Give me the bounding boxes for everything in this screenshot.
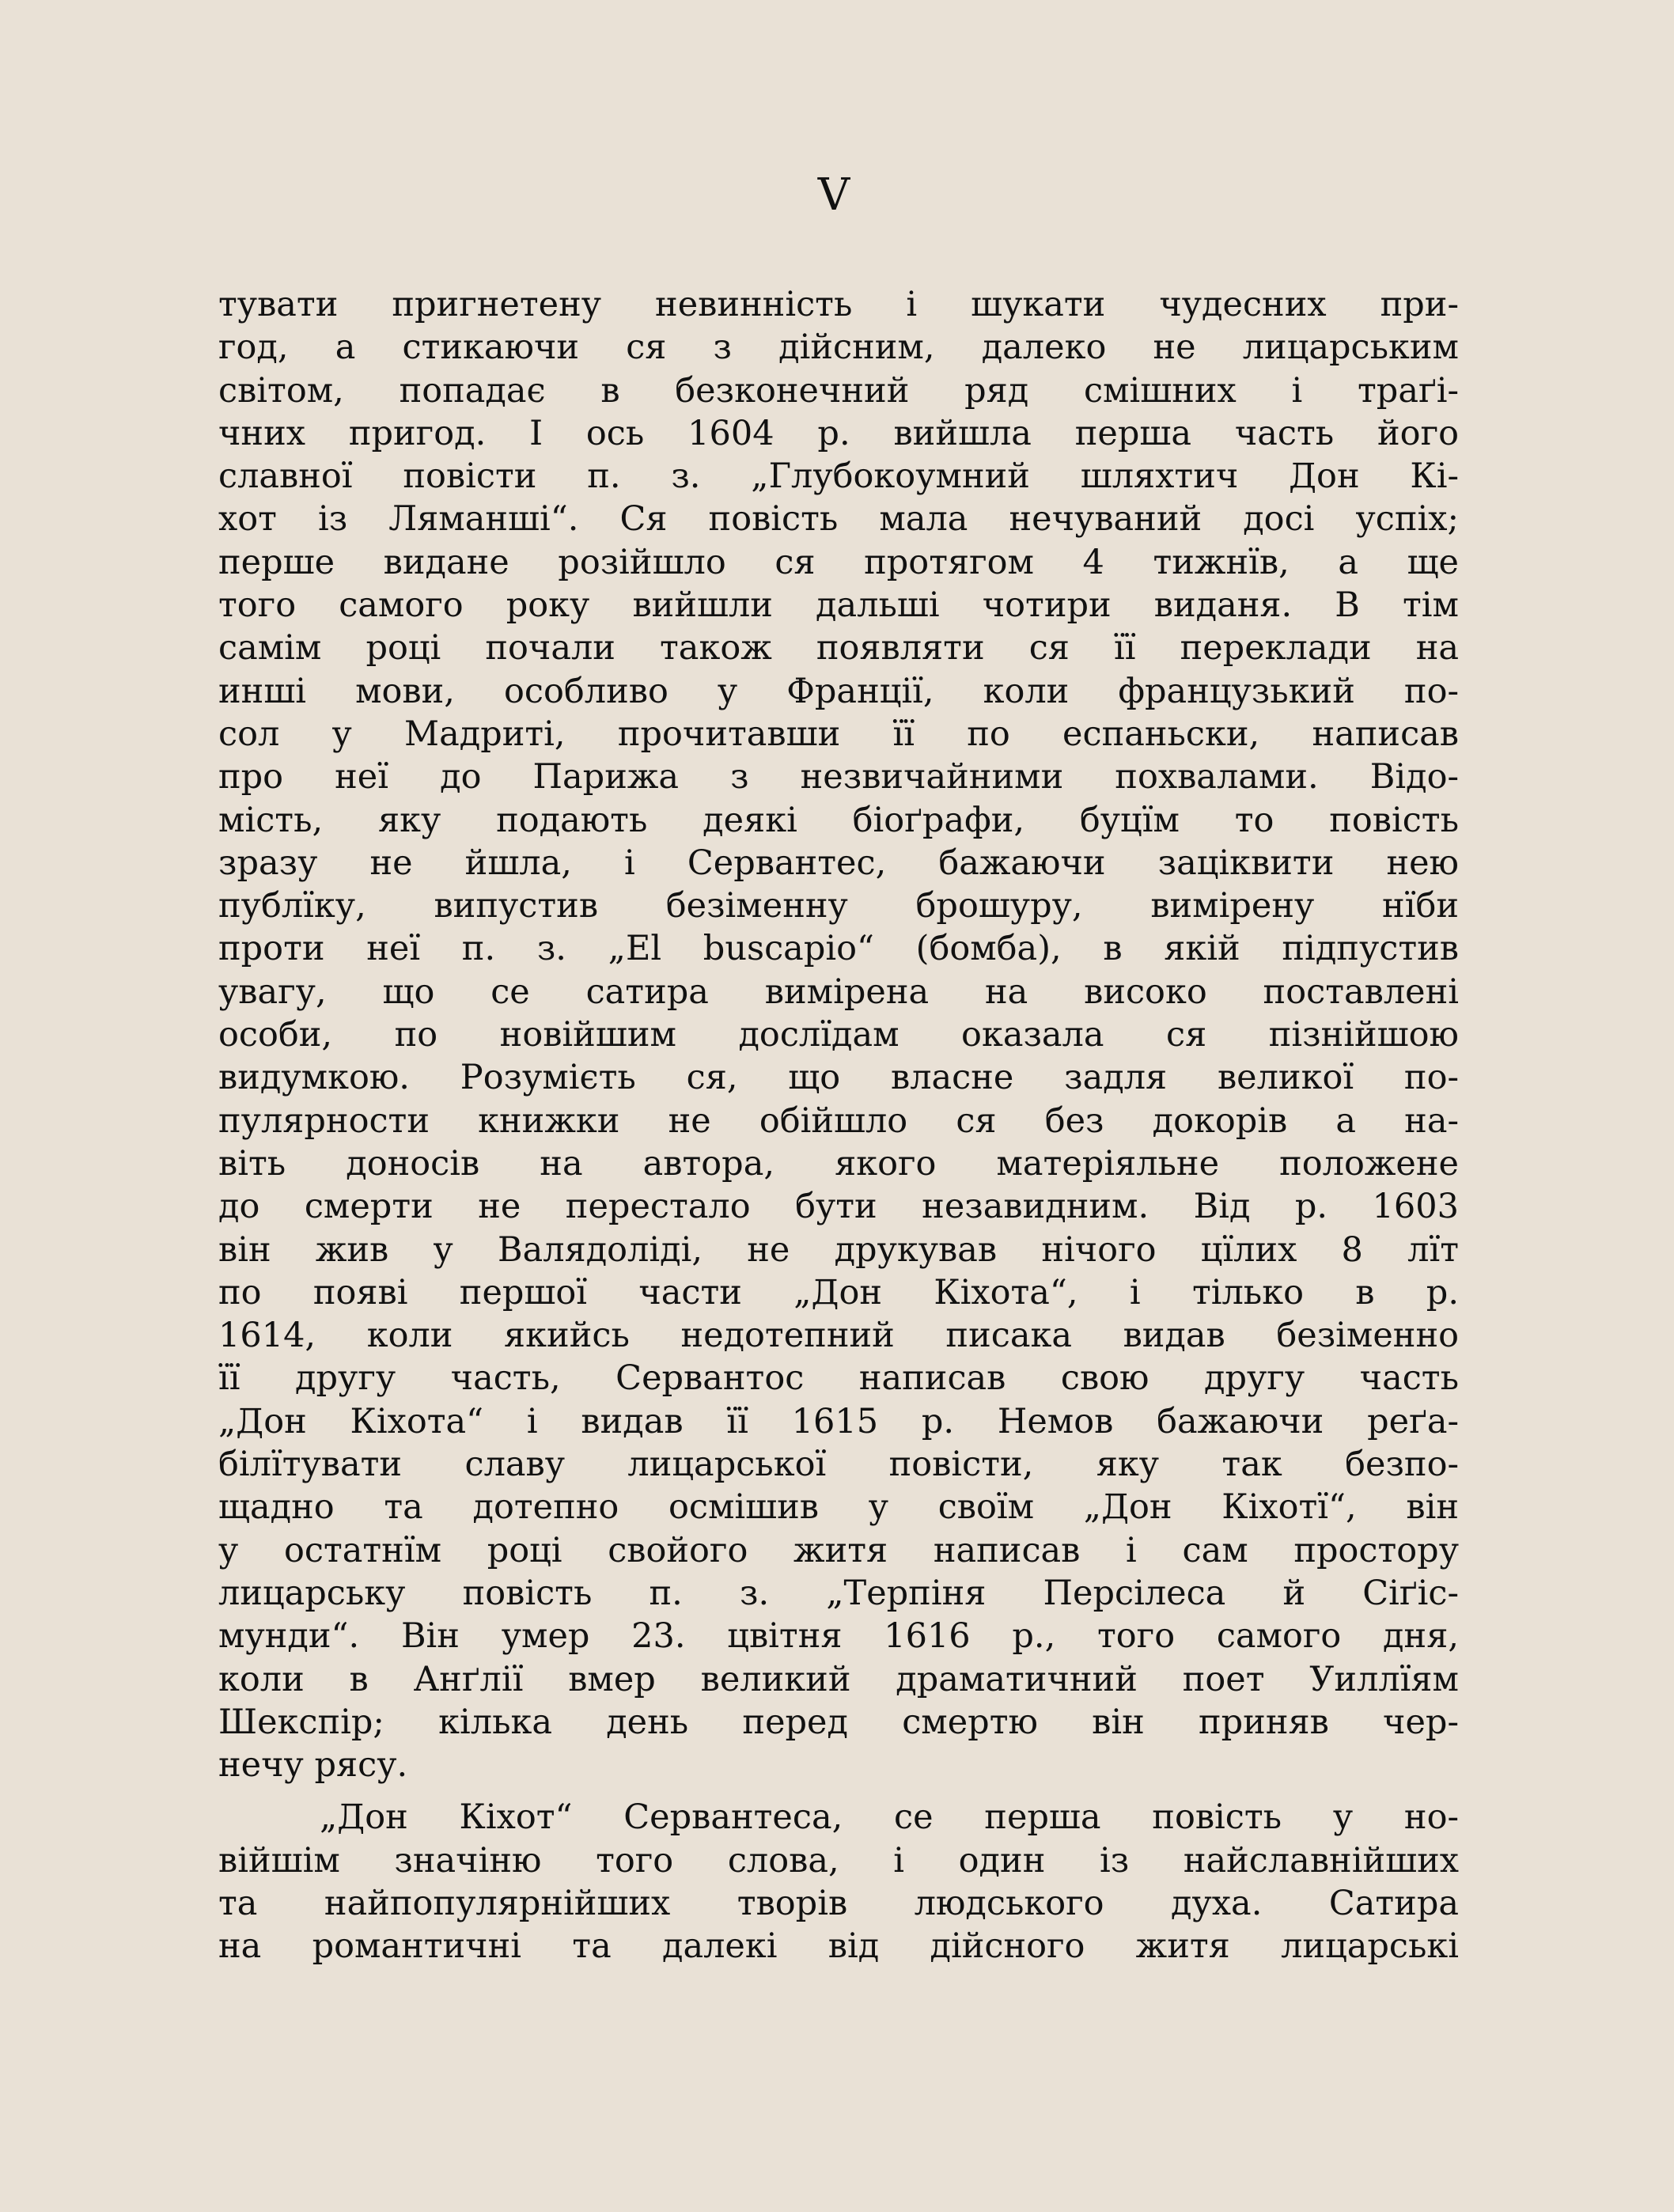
- paragraph-gap: [218, 1786, 1459, 1796]
- text-line: особи, по новійшим дослїдам оказала ся пізнійшою: [218, 1015, 1459, 1055]
- text-line: сол у Мадриті, прочитавши її по еспаньски, написав: [218, 714, 1459, 754]
- text-line: зразу не йшла, і Сервантес, бажаючи заціквити нею: [218, 843, 1459, 883]
- text-line: щадно та дотепно осмішив у своїм „Дон Кіхотї“, він: [218, 1487, 1459, 1528]
- text-line: хот із Ляманші“. Ся повість мала нечуваний досі успіх;: [218, 499, 1459, 540]
- text-line: про неї до Парижа з незвичайними похвалами. Відо-: [218, 757, 1459, 797]
- text-line: тувати пригнетену невинність і шукати чудесних при-: [218, 285, 1459, 324]
- text-line: славної повісти п. з. „Глубокоумний шляхтич Дон Кі-: [218, 456, 1459, 497]
- text-line: того самого року вийшли дальші чотири виданя. В тім: [218, 585, 1459, 626]
- text-line: год, а стикаючи ся з дійсним, далеко не лицарським: [218, 328, 1459, 368]
- text-line: „Дон Кіхот“ Сервантеса, се перша повість у но-: [320, 1797, 1459, 1838]
- text-line: по появі першої части „Дон Кіхота“, і тілько в р.: [218, 1272, 1459, 1312]
- text-line: у остатнїм році свойого житя написав і сам простору: [218, 1530, 1459, 1570]
- text-line: 1614, коли якийсь недотепний писака видав безіменно: [218, 1316, 1459, 1356]
- page-number: V: [817, 169, 850, 221]
- body-text: [218, 283, 1459, 1968]
- text-line: чних пригод. І ось 1604 р. вийшла перша часть його: [218, 413, 1459, 453]
- text-line: до смерти не перестало бути незавидним. Від р. 1603: [218, 1187, 1459, 1227]
- text-line: самім році почали також появляти ся її переклади на: [218, 628, 1459, 669]
- text-line: коли в Анґлії вмер великий драматичний поет Уиллїям: [218, 1659, 1459, 1699]
- text-line: перше видане розійшло ся протягом 4 тижнїв, а ще: [218, 542, 1459, 582]
- text-line: віть доносів на автора, якого матеріяльне положене: [218, 1143, 1459, 1184]
- text-line: проти неї п. з. „El buscapio“ (бомба), в якій підпустив: [218, 929, 1459, 969]
- text-line: світом, попадає в безконечний ряд смішних і траґі-: [218, 370, 1459, 411]
- text-line: та найпопулярнійших творів людського духа. Сатира: [218, 1883, 1459, 1923]
- text-line: видумкою. Розумієть ся, що власне задля великої по-: [218, 1058, 1459, 1098]
- text-line: мунди“. Він умер 23. цвітня 1616 р., того самого дня,: [218, 1616, 1459, 1657]
- text-line: її другу часть, Сервантос написав свою другу часть: [218, 1358, 1459, 1399]
- text-line: Шекспір; кілька день перед смертю він приняв чер-: [218, 1702, 1459, 1742]
- text-line: нечу рясу.: [218, 1745, 408, 1786]
- text-line: війшім значіню того слова, і один із найславнійших: [218, 1840, 1459, 1881]
- text-line: инші мови, особливо у Франції, коли французький по-: [218, 671, 1459, 711]
- text-line: „Дон Кіхота“ і видав її 1615 р. Немов бажаючи реґа-: [218, 1401, 1459, 1441]
- text-line: пулярности книжки не обійшло ся без докорів а на-: [218, 1100, 1459, 1141]
- text-line: мість, яку подають деякі біоґрафи, буцїм то повість: [218, 800, 1459, 840]
- text-line: публїку, випустив безіменну брошуру, вимірену нїби: [218, 886, 1459, 926]
- text-line: лицарську повість п. з. „Терпіня Персілеса й Сіґіс-: [218, 1573, 1459, 1613]
- text-line: увагу, що се сатира вимірена на високо поставлені: [218, 972, 1459, 1012]
- text-line: він жив у Валядоліді, не друкував нічого цїлих 8 лїт: [218, 1229, 1459, 1270]
- text-line: на романтичні та далекі від дійсного житя лицарські: [218, 1926, 1459, 1967]
- text-line: білїтувати славу лицарської повісти, яку так безпо-: [218, 1445, 1459, 1485]
